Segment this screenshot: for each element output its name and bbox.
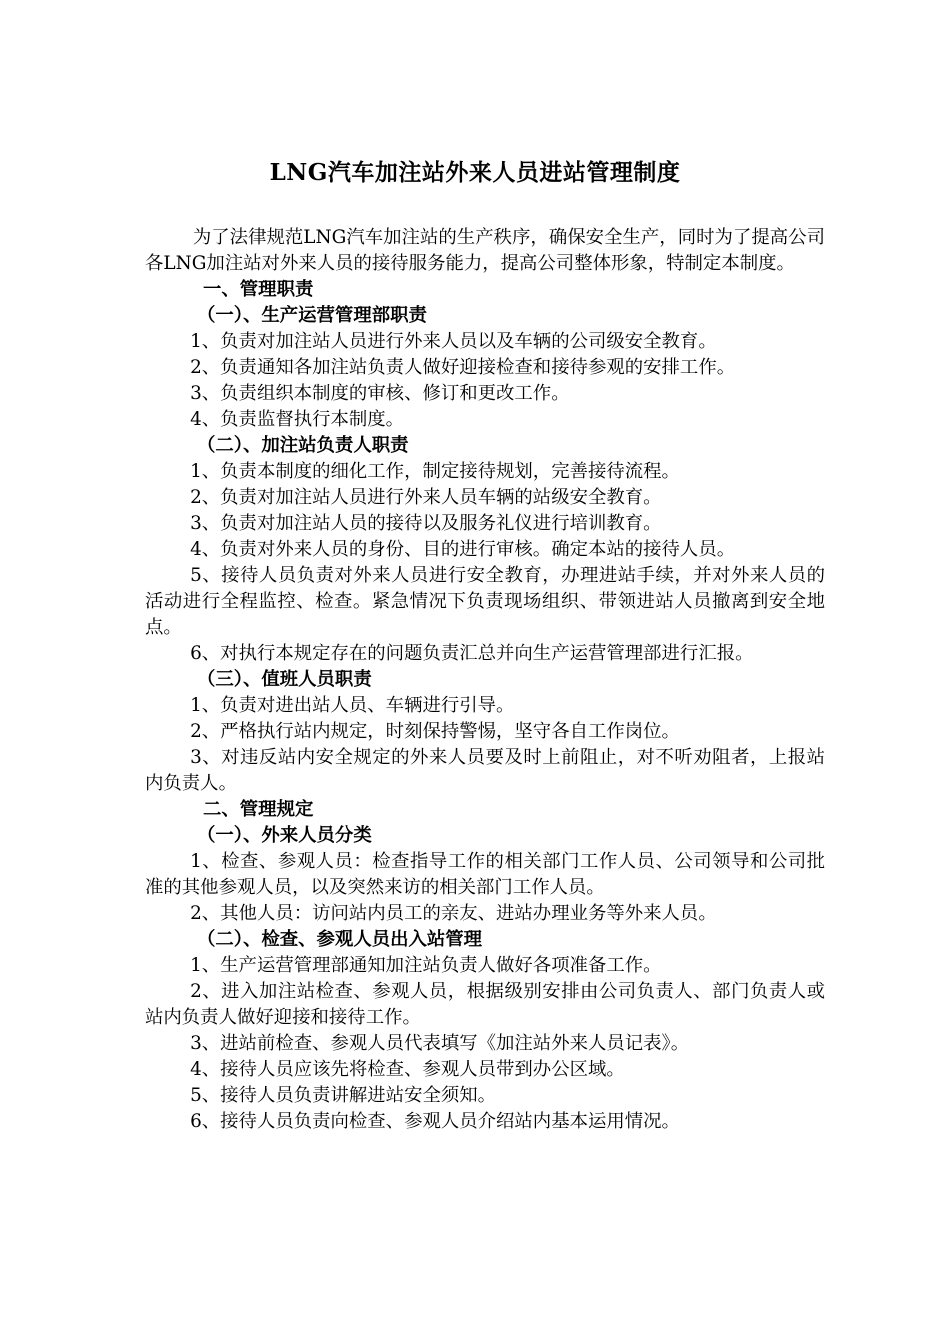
list-item: 1、生产运营管理部通知加注站负责人做好各项准备工作。	[190, 955, 662, 976]
list-item: 1、负责对进出站人员、车辆进行引导。	[190, 695, 515, 716]
list-item: 3、负责对加注站人员的接待以及服务礼仪进行培训教育。	[190, 513, 662, 534]
subsection-heading: （三）、值班人员职责	[197, 669, 372, 690]
list-item: 5、接待人员负责对外来人员进行安全教育，办理进站手续，并对外来人员的活动进行全程监控、检查。紧急情况下负责现场组织、带领进站人员撤离到安全地点。	[145, 565, 825, 638]
list-item: 4、负责监督执行本制度。	[190, 409, 405, 430]
subsection-heading: （二）、检查、参观人员出入站管理	[197, 929, 483, 950]
list-item: 2、负责通知各加注站负责人做好迎接检查和接待参观的安排工作。	[190, 357, 736, 378]
list-item: 1、负责对加注站人员进行外来人员以及车辆的公司级安全教育。	[190, 331, 717, 352]
section-heading: 一、管理职责	[203, 279, 314, 300]
list-item: 3、负责组织本制度的审核、修订和更改工作。	[190, 383, 570, 404]
list-item: 2、其他人员：访问站内员工的亲友、进站办理业务等外来人员。	[190, 903, 717, 924]
section-heading: 二、管理规定	[203, 799, 314, 820]
list-item: 1、负责本制度的细化工作，制定接待规划，完善接待流程。	[190, 461, 680, 482]
list-item: 3、进站前检查、参观人员代表填写《加注站外来人员记表》。	[190, 1033, 690, 1054]
list-item: 6、接待人员负责向检查、参观人员介绍站内基本运用情况。	[190, 1111, 680, 1132]
list-item: 3、对违反站内安全规定的外来人员要及时上前阻止，对不听劝阻者，上报站内负责人。	[145, 747, 825, 794]
subsection-heading: （一）、生产运营管理部职责	[197, 305, 427, 326]
document-title: LNG汽车加注站外来人员进站管理制度	[269, 159, 681, 186]
list-item: 5、接待人员负责讲解进站安全须知。	[190, 1085, 497, 1106]
list-item: 4、负责对外来人员的身份、目的进行审核。确定本站的接待人员。	[190, 539, 736, 560]
list-item: 2、进入加注站检查、参观人员，根据级别安排由公司负责人、部门负责人或站内负责人做好迎接和接待工作。	[145, 981, 825, 1028]
subsection-heading: （二）、加注站负责人职责	[197, 435, 409, 456]
list-item: 1、检查、参观人员：检查指导工作的相关部门工作人员、公司领导和公司批准的其他参观人员，以及突然来访的相关部门工作人员。	[145, 851, 825, 898]
list-item: 4、接待人员应该先将检查、参观人员带到办公区域。	[190, 1059, 625, 1080]
subsection-heading: （一）、外来人员分类	[197, 825, 372, 846]
document-body	[145, 225, 825, 1135]
intro-paragraph: 为了法律规范LNG汽车加注站的生产秩序，确保安全生产，同时为了提高公司各LNG加注站对外来人员的接待服务能力，提高公司整体形象，特制定本制度。	[145, 227, 825, 274]
list-item: 2、负责对加注站人员进行外来人员车辆的站级安全教育。	[190, 487, 662, 508]
list-item: 2、严格执行站内规定，时刻保持警惕，坚守各自工作岗位。	[190, 721, 680, 742]
list-item: 6、对执行本规定存在的问题负责汇总并向生产运营管理部进行汇报。	[190, 643, 754, 664]
